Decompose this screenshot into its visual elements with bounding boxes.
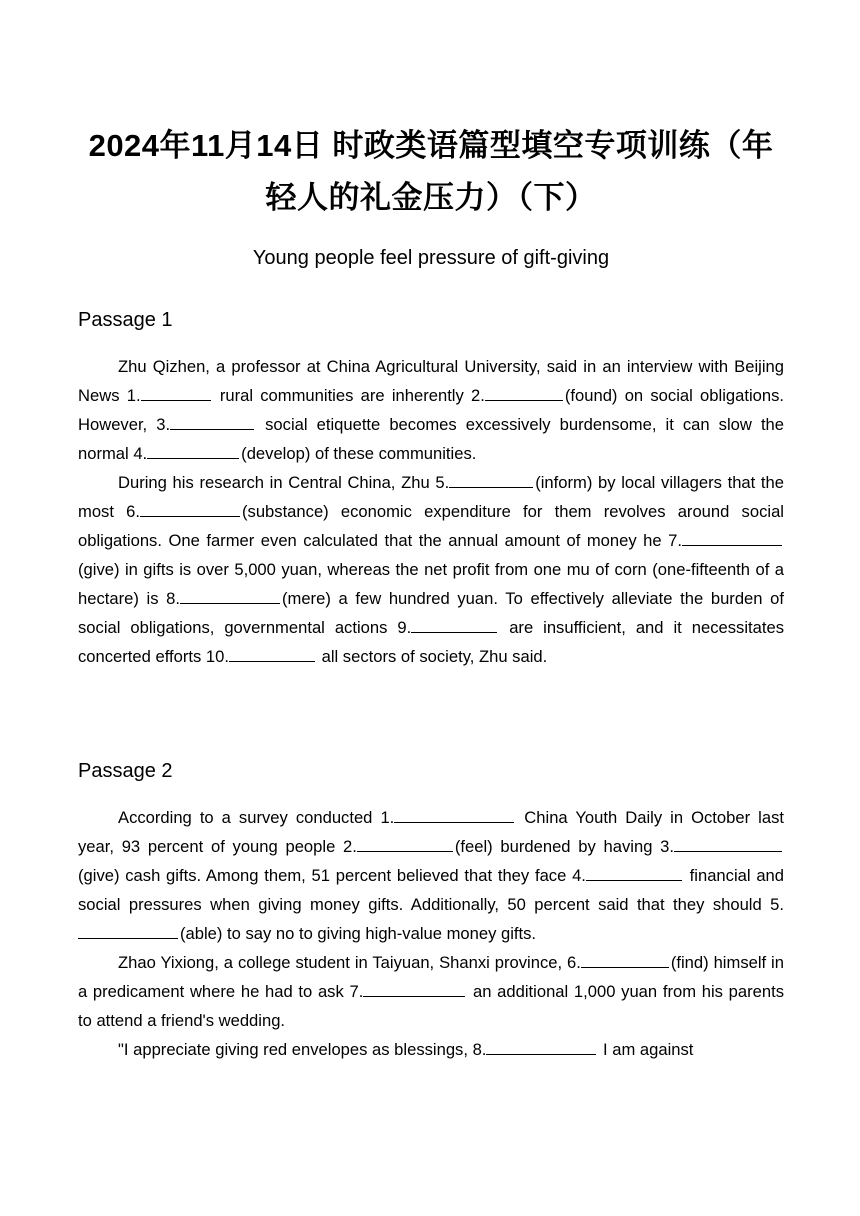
answer-blank-p2-8[interactable] bbox=[486, 1037, 596, 1055]
text-segment: (inform) by local villagers that the most 6. bbox=[78, 473, 784, 521]
passage-2-paragraph-2 bbox=[78, 948, 784, 1035]
answer-blank-p1-1[interactable] bbox=[141, 383, 211, 401]
text-segment: (feel) burdened by having 3. bbox=[454, 837, 674, 856]
text-segment: "I appreciate giving red envelopes as blessings, 8. bbox=[118, 1040, 487, 1059]
answer-blank-p2-1[interactable] bbox=[394, 805, 514, 823]
document-subtitle: Young people feel pressure of gift-giving bbox=[252, 247, 610, 269]
answer-blank-p2-3[interactable] bbox=[674, 834, 782, 852]
text-segment: (found) on social obligations. However, 3. bbox=[78, 386, 784, 434]
text-segment: (able) to say no to giving high-value money gifts. bbox=[180, 924, 537, 943]
text-segment: During his research in Central China, Zhu 5. bbox=[118, 473, 450, 492]
text-segment: I am against bbox=[598, 1040, 694, 1059]
text-segment: China Youth Daily in October last year, 93 percent of young people 2. bbox=[78, 808, 784, 856]
answer-blank-p2-4[interactable] bbox=[586, 863, 682, 881]
text-segment: rural communities are inherently 2. bbox=[212, 386, 485, 405]
answer-blank-p1-8[interactable] bbox=[180, 586, 280, 604]
text-segment: (develop) of these communities. bbox=[241, 444, 477, 463]
text-segment: (find) himself in a predicament where he had to ask 7. bbox=[78, 953, 784, 1001]
passage-2-paragraph-3 bbox=[78, 1035, 784, 1064]
answer-blank-p2-2[interactable] bbox=[357, 834, 453, 852]
answer-blank-p1-9[interactable] bbox=[411, 615, 497, 633]
text-segment: (mere) a few hundred yuan. To effectively alleviate the burden of social obligations, governmental actions 9. bbox=[78, 589, 784, 637]
text-segment: financial and social pressures when giving money gifts. Additionally, 50 percent said that they should 5. bbox=[78, 866, 784, 914]
text-segment: Zhao Yixiong, a college student in Taiyuan, Shanxi province, 6. bbox=[118, 953, 581, 972]
answer-blank-p2-7[interactable] bbox=[363, 979, 465, 997]
text-segment: are insufficient, and it necessitates concerted efforts 10. bbox=[78, 618, 784, 666]
answer-blank-p1-10[interactable] bbox=[229, 644, 315, 662]
passage-2-paragraph-1 bbox=[78, 803, 784, 948]
text-segment: (give) cash gifts. Among them, 51 percent believed that they face 4. bbox=[78, 866, 586, 885]
answer-blank-p1-3[interactable] bbox=[170, 412, 254, 430]
answer-blank-p1-6[interactable] bbox=[140, 499, 240, 517]
answer-blank-p1-7[interactable] bbox=[682, 528, 782, 546]
text-segment: an additional 1,000 yuan from his parents to attend a friend's wedding. bbox=[78, 982, 784, 1030]
document-title: 2024年11月14日 时政类语篇型填空专项训练（年轻人的礼金压力）（下） bbox=[88, 128, 774, 215]
text-segment: all sectors of society, Zhu said. bbox=[316, 647, 548, 666]
passage-1-paragraph-2 bbox=[78, 468, 784, 671]
answer-blank-p1-2[interactable] bbox=[485, 383, 563, 401]
text-segment: (substance) economic expenditure for them revolves around social obligations. One farmer even calculated that the annual amount of money he 7. bbox=[78, 502, 784, 550]
answer-blank-p1-5[interactable] bbox=[449, 470, 533, 488]
answer-blank-p2-5[interactable] bbox=[78, 921, 178, 939]
answer-blank-p1-4[interactable] bbox=[147, 441, 239, 459]
passage-1-paragraph-1 bbox=[78, 352, 784, 468]
answer-blank-p2-6[interactable] bbox=[581, 950, 669, 968]
passage-1-heading: Passage 1 bbox=[78, 309, 173, 331]
text-segment: social etiquette becomes excessively burdensome, it can slow the normal 4. bbox=[78, 415, 785, 463]
text-segment: (give) in gifts is over 5,000 yuan, whereas the net profit from one mu of corn (one-fifteenth of a hectare) is 8. bbox=[78, 560, 784, 608]
text-segment: Zhu Qizhen, a professor at China Agricultural University, said in an interview with Beijing News 1. bbox=[78, 357, 784, 405]
text-segment: According to a survey conducted 1. bbox=[118, 808, 395, 827]
passage-2-heading: Passage 2 bbox=[78, 760, 173, 782]
